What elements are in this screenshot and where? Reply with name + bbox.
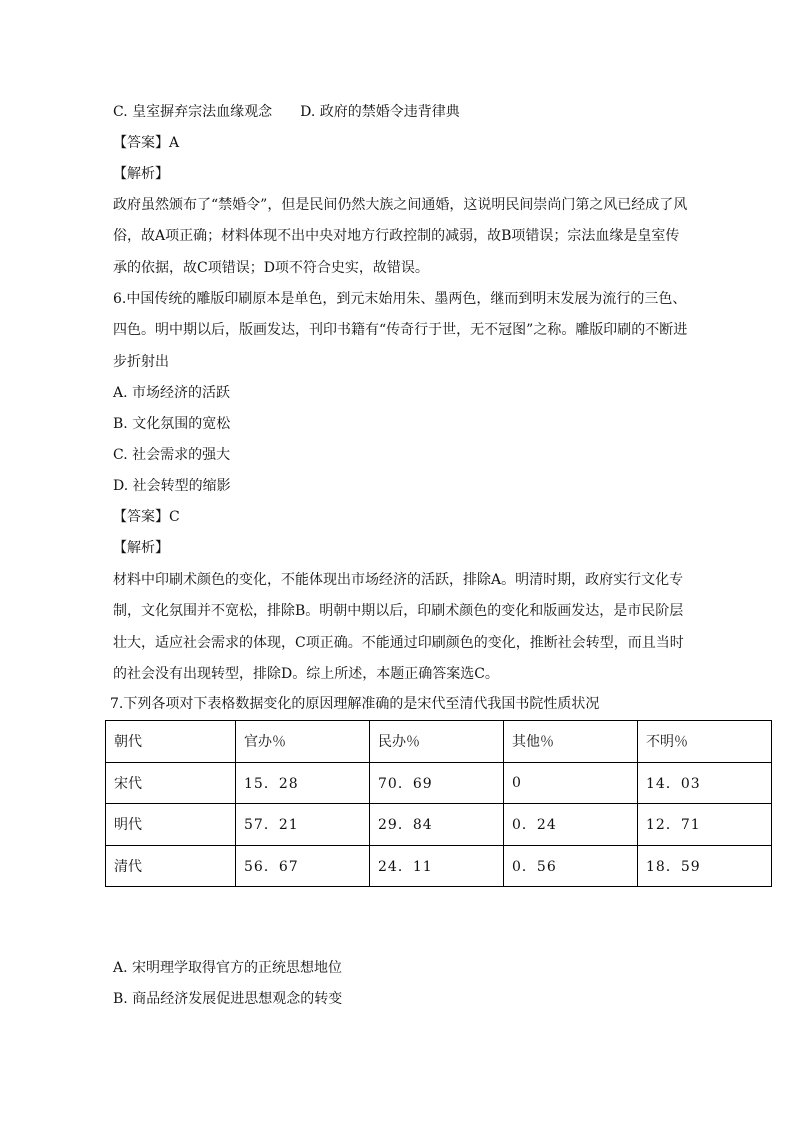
q6-option-a: A. 市场经济的活跃 — [113, 385, 231, 401]
table-cell: 57．21 — [236, 804, 370, 846]
table-cell: 14．03 — [638, 762, 772, 804]
table-cell: 0．24 — [504, 804, 638, 846]
q6-analysis-text: 材料中印刷术颜色的变化，不能体现出市场经济的活跃，排除A。明清时期，政府实行文化专制，文化氛围并不宽松，排除B。明朝中期以后，印刷术颜色的变化和版画发达，是市民阶层壮大，适应社会需求的体现，C项正确。不能通过印刷颜色的变化，推断社会转型，而且当时的社会没有出现转型，排除D。综上所述，本题正确答案选C。 — [113, 572, 684, 682]
q7-stem: 7.下列各项对下表格数据变化的原因理解准确的是宋代至清代我国书院性质状况 — [110, 696, 600, 712]
table-header-cell: 民办％ — [370, 721, 504, 763]
table-cell: 宋代 — [106, 762, 236, 804]
q5-answer: 【答案】A — [113, 135, 180, 151]
academy-nature-table — [105, 720, 772, 887]
q6-analysis-heading: 【解析】 — [113, 540, 169, 556]
table-row — [106, 845, 772, 887]
q5-option-c: C. 皇室摒弃宗法血缘观念 — [113, 104, 273, 120]
table-header-cell: 不明％ — [638, 721, 772, 763]
q5-analysis-text: 政府虽然颁布了“禁婚令”，但是民间仍然大族之间通婚，这说明民间崇尚门第之风已经成了风俗，故A项正确；材料体现不出中央对地方行政控制的减弱，故B项错误；宗法血缘是皇室传承的依据，故C项错误；D项不符合史实，故错误。 — [113, 197, 688, 276]
table-row — [106, 762, 772, 804]
q6-option-b: B. 文化氛围的宽松 — [113, 416, 231, 432]
q7-option-a: A. 宋明理学取得官方的正统思想地位 — [113, 960, 343, 976]
table-cell: 清代 — [106, 845, 236, 887]
q6-answer: 【答案】C — [113, 509, 180, 525]
table-cell: 15．28 — [236, 762, 370, 804]
table-header-cell: 其他％ — [504, 721, 638, 763]
table-cell: 0．56 — [504, 845, 638, 887]
table-cell: 明代 — [106, 804, 236, 846]
table-cell: 18．59 — [638, 845, 772, 887]
table-row — [106, 804, 772, 846]
table-cell: 24．11 — [370, 845, 504, 887]
q6-option-d: D. 社会转型的缩影 — [113, 478, 231, 494]
table-cell: 29．84 — [370, 804, 504, 846]
table-cell: 12．71 — [638, 804, 772, 846]
q7-option-b: B. 商品经济发展促进思想观念的转变 — [113, 991, 343, 1007]
q5-analysis-heading: 【解析】 — [113, 166, 169, 182]
table-cell: 0 — [504, 762, 638, 804]
table-cell: 56．67 — [236, 845, 370, 887]
table-header-row — [106, 721, 772, 763]
q6-option-c: C. 社会需求的强大 — [113, 447, 231, 463]
q5-options-row — [113, 102, 460, 122]
table-cell: 70．69 — [370, 762, 504, 804]
table-header-cell: 朝代 — [106, 721, 236, 763]
table-header-cell: 官办％ — [236, 721, 370, 763]
q5-option-d: D. 政府的禁婚令违背律典 — [300, 104, 460, 120]
q6-stem: 6.中国传统的雕版印刷原本是单色，到元末始用朱、墨两色，继而到明末发展为流行的三色、四色。明中期以后，版画发达，刊印书籍有“传奇行于世，无不冠图”之称。雕版印刷的不断进步折射出 — [113, 291, 688, 370]
